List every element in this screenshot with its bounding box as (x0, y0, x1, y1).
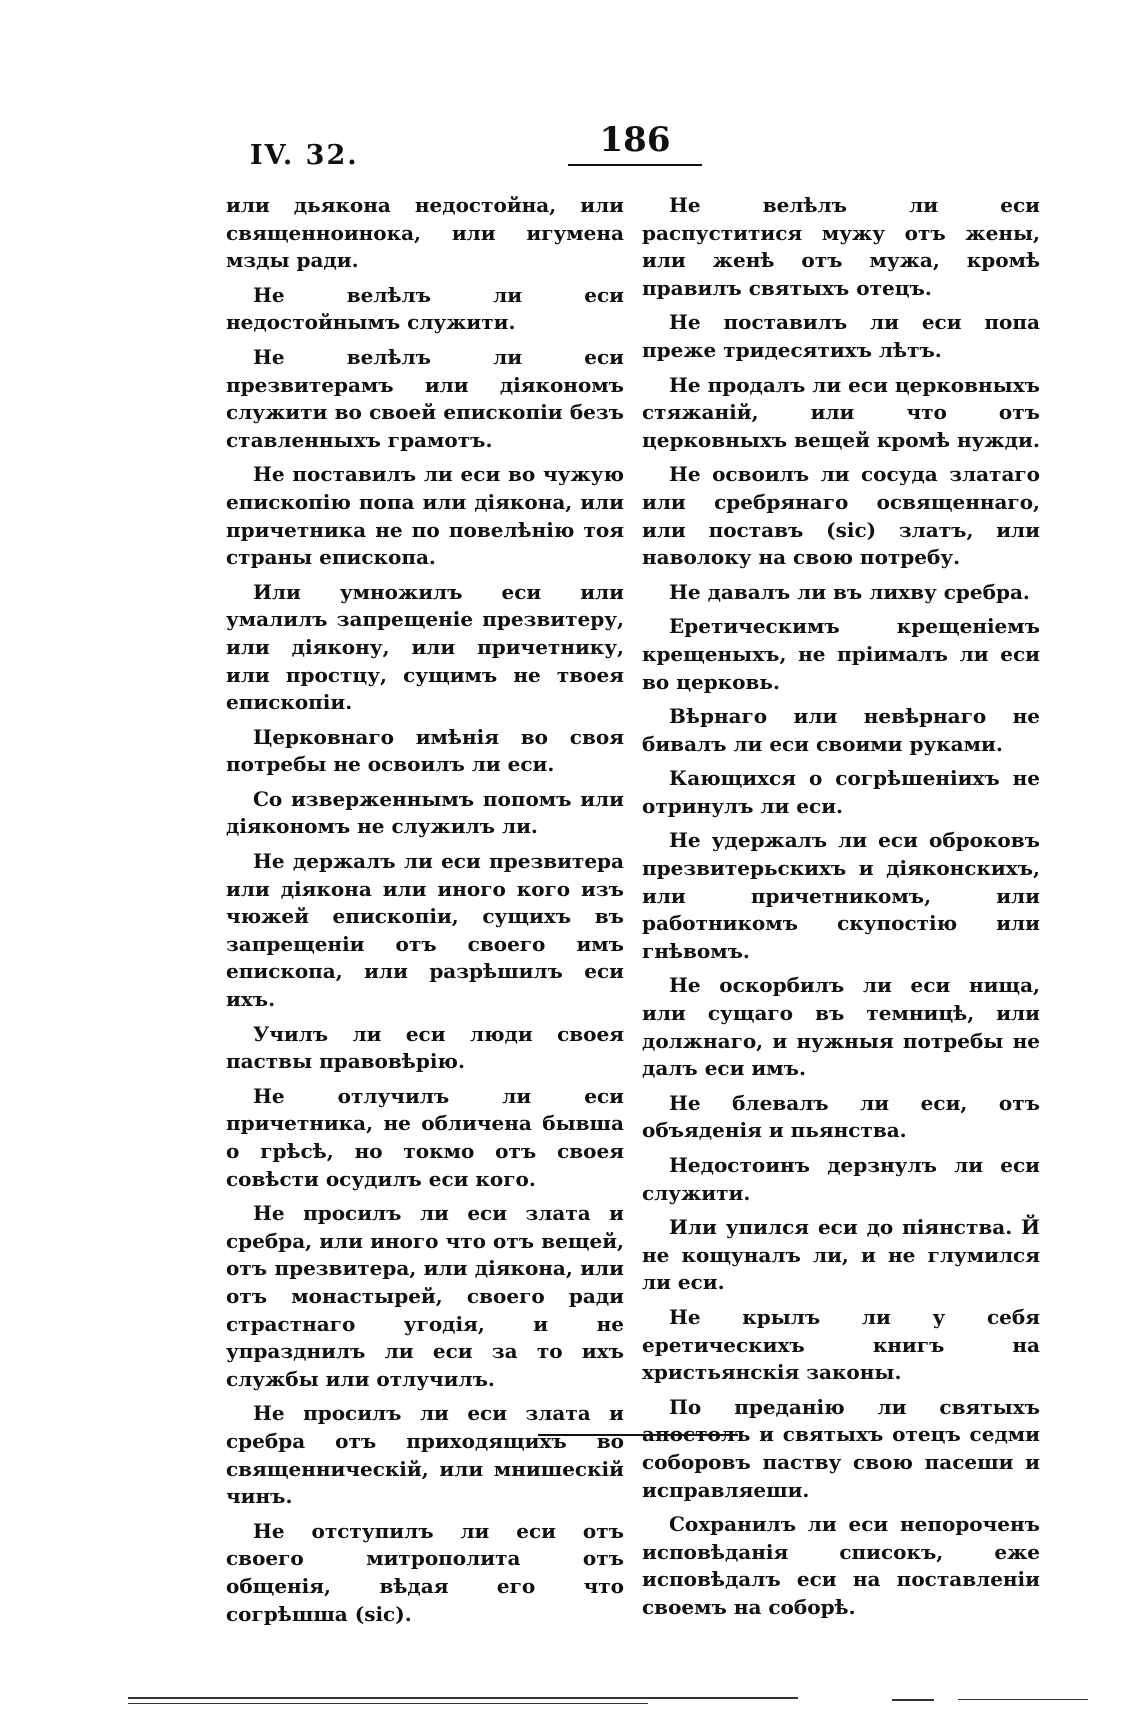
right-paragraph: Не поставилъ ли еси попа преже тридесятихъ лѣтъ. (642, 310, 1040, 362)
left-paragraph: Или умножилъ еси или умалилъ запрещеніе презвитеру, или діякону, или причетнику, или простцу, сущимъ не твоея епископіи. (226, 579, 624, 715)
right-paragraph: По преданію ли святыхъ апостолъ и святыхъ отецъ седми соборовъ паству свою пасеши и исправляеши. (642, 1394, 1040, 1502)
left-paragraph: Не отлучилъ ли еси причетника, не обличена бывша о грѣсѣ, но токмо отъ своея совѣсти осудилъ еси кого. (226, 1083, 624, 1191)
scan-edge-line (128, 1697, 798, 1699)
end-rule (538, 1434, 738, 1436)
scan-edge-line (128, 1703, 648, 1704)
right-paragraph: Не крылъ ли у себя еретическихъ книгъ на христьянскія законы. (642, 1304, 1040, 1385)
left-paragraph: Церковнаго имѣнія во своя потребы не освоилъ ли еси. (226, 724, 624, 777)
left-paragraph: Не держалъ ли еси презвитера или діякона или иного кого изъ чюжей епископіи, сущихъ въ запрещеніи отъ своего имъ епископа, или разрѣшилъ еси ихъ. (226, 849, 624, 1012)
left-paragraph: Со изверженнымъ попомъ или діякономъ не служилъ ли. (226, 786, 624, 839)
left-column (226, 192, 624, 1635)
right-paragraph: Не освоилъ ли сосуда златаго или сребрянаго освященнаго, или поставъ (sic) златъ, или наволоку на свою потребу. (642, 462, 1040, 570)
left-paragraph: Не отступилъ ли еси отъ своего митрополита отъ общенія, вѣдая его что согрѣшша (sic). (226, 1518, 624, 1626)
left-paragraph: Не велѣлъ ли еси презвитерамъ или діякономъ служити во своей епископіи безъ ставленныхъ грамотъ. (226, 344, 624, 452)
right-paragraph: Еретическимъ крещеніемъ крещеныхъ, не пріималъ ли еси во церковь. (642, 614, 1040, 694)
right-paragraph: Или упился еси до піянства. Й не кощуналъ ли, и не глумился ли еси. (642, 1215, 1040, 1295)
right-paragraph: Не велѣлъ ли еси распуститися мужу отъ жены, или женѣ отъ мужа, кромѣ правилъ святыхъ отецъ. (642, 193, 1040, 300)
right-paragraph: Не блевалъ ли еси, отъ объяденія и пьянства. (642, 1090, 1040, 1143)
right-paragraph: Недостоинъ дерзнулъ ли еси служити. (642, 1153, 1040, 1205)
right-paragraph: Вѣрнаго или невѣрнаго не бивалъ ли еси своими руками. (642, 704, 1040, 756)
header-rule (568, 164, 702, 166)
scan-edge-line (892, 1699, 934, 1701)
right-paragraph: Не продалъ ли еси церковныхъ стяжаній, или что отъ церковныхъ вещей кромѣ нужди. (642, 372, 1040, 452)
right-paragraph: Не удержалъ ли еси оброковъ презвитерьскихъ и діяконскихъ, или причетникомъ, или работникомъ скупостію или гнѣвомъ. (642, 828, 1040, 963)
page-number: 186 (599, 120, 671, 160)
right-paragraph: Сохранилъ ли еси непороченъ исповѣданія списокъ, еже исповѣдалъ еси на поставленіи своемъ на соборѣ. (642, 1512, 1040, 1619)
left-paragraph: Училъ ли еси люди своея паствы правовѣрію. (226, 1021, 624, 1074)
left-paragraph: Не поставилъ ли еси во чужую епископію попа или діякона, или причетника не по повелѣнію тоя страны епископа. (226, 462, 624, 570)
left-paragraph: Не просилъ ли еси злата и сребра, или иного что отъ вещей, отъ презвитера, или діякона, или отъ монастырей, своего ради страстнаго угодія, и не упразднилъ ли еси за то ихъ службы или отлучилъ. (226, 1201, 624, 1391)
left-paragraph: или дьякона недостойна, или священноинока, или игумена мзды ради. (226, 193, 624, 273)
right-paragraph: Не оскорбилъ ли еси нища, или сущаго въ темницѣ, или должнаго, и нужныя потребы не далъ еси имъ. (642, 973, 1040, 1081)
signature-mark: IV. 32. (250, 140, 359, 171)
left-paragraph: Не велѣлъ ли еси недостойнымъ служити. (226, 282, 624, 335)
scan-edge-line (958, 1699, 1088, 1700)
right-column (642, 192, 1040, 1629)
right-paragraph: Не давалъ ли въ лихву сребра. (669, 579, 1030, 604)
right-paragraph: Кающихся о согрѣшеніихъ не отринулъ ли еси. (642, 766, 1040, 818)
left-paragraph: Не просилъ ли еси злата и сребра отъ приходящихъ во священническій, или мнишескій чинъ. (226, 1401, 624, 1509)
